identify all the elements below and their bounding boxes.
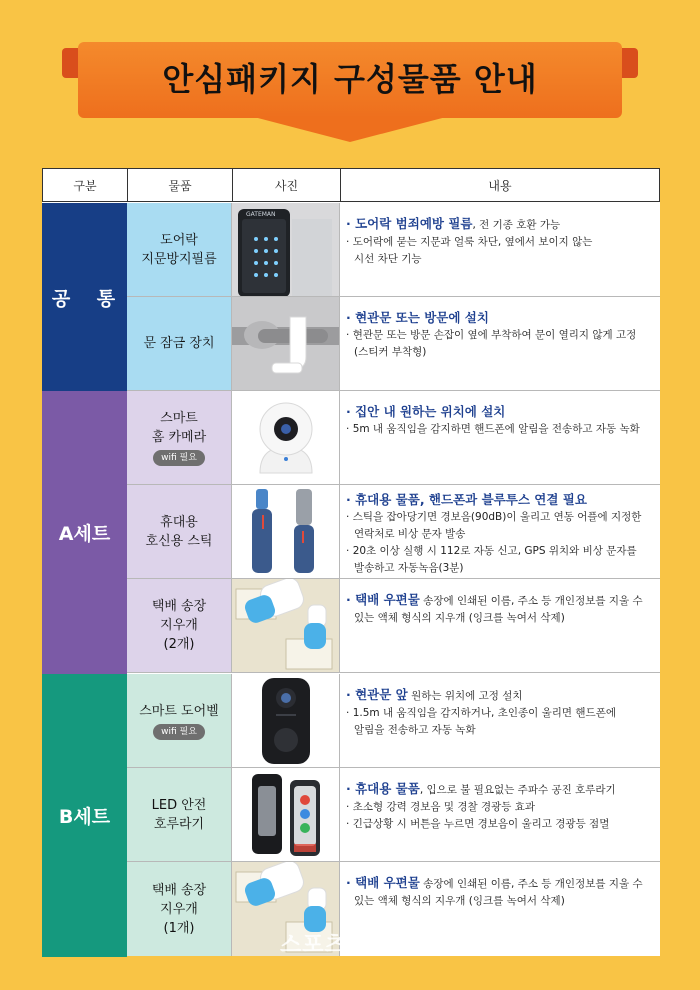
desc-line: · 도어락에 묻는 지문과 얼룩 차단, 옆에서 보이지 않는: [346, 236, 593, 248]
ribbon-point: [250, 116, 450, 142]
item-name-line: 호신용 스틱: [145, 533, 213, 549]
item-name-line: 문 잠금 장치: [143, 336, 215, 351]
item-name-line: (2개): [163, 637, 195, 652]
group-common: 공 통: [42, 203, 127, 391]
watermark: 스포츠서울: [280, 933, 392, 958]
headline-rest: 송장에 인쇄된 이름, 주소 등 개인정보를 지울 수: [419, 878, 643, 890]
desc-line: 연락처로 비상 문자 발송: [354, 528, 466, 540]
item-description: [340, 203, 660, 296]
headline-rest: 원하는 위치에 고정 설치: [407, 690, 523, 702]
title-banner: [0, 0, 700, 160]
label-eraser-photo: [232, 579, 340, 672]
doorbell-photo: [232, 674, 340, 767]
header-content: 내용: [488, 178, 512, 193]
desc-line: · 5m 내 움직임을 감지하면 핸드폰에 알림을 전송하고 자동 녹화: [346, 423, 640, 435]
package-table: [42, 168, 660, 956]
desc-line: 알림을 전송하고 자동 녹화: [354, 724, 476, 736]
headline-text: 현관문 앞: [355, 687, 408, 702]
item-description: [340, 674, 660, 767]
item-headline: · 택배 우편물 송장에 인쇄된 이름, 주소 등 개인정보를 지울 수: [346, 592, 643, 607]
item-headline: · 현관문 앞 원하는 위치에 고정 설치: [346, 687, 523, 702]
desc-line: 있는 액체 형식의 지우개 (잉크를 녹여서 삭제): [354, 895, 565, 907]
item-name-line: 도어락: [160, 232, 198, 248]
item-description: [340, 485, 660, 578]
table-row: [127, 862, 660, 956]
headline-text: 택배 우편물: [355, 592, 420, 607]
table-header: [42, 168, 660, 202]
header-photo: 사진: [233, 169, 341, 201]
item-name: [127, 579, 232, 672]
desc-line: 시선 차단 기능: [354, 253, 422, 265]
item-name: [127, 391, 232, 484]
item-name-line: 택배 송장: [151, 599, 207, 614]
item-name-line: 호루라기: [153, 816, 205, 832]
item-name-line: (1개): [163, 920, 195, 936]
item-headline: · 택배 우편물 송장에 인쇄된 이름, 주소 등 개인정보를 지울 수: [346, 875, 643, 890]
item-headline: · 휴대용 물품, 핸드폰과 블루투스 연결 필요: [346, 492, 587, 507]
item-description: [340, 579, 660, 672]
item-headline: · 현관문 또는 방문에 설치: [346, 310, 489, 325]
table-row: [127, 485, 660, 579]
header-category: 구분: [43, 169, 128, 201]
header-item: 물품: [128, 169, 233, 201]
group-a-set: A세트: [42, 391, 127, 674]
desc-line: · 초소형 강력 경보음 및 경찰 경광등 효과: [346, 801, 536, 813]
table-row: [127, 391, 660, 485]
item-name-line: 지우개: [160, 618, 198, 633]
headline-text: 휴대용 물품: [355, 781, 420, 796]
desc-line: · 긴급상황 시 버튼을 누르면 경보음이 울리고 경광등 점멸: [346, 818, 610, 830]
item-description: [340, 391, 660, 484]
table-row: [127, 768, 660, 862]
item-name-line: LED 안전: [151, 797, 207, 813]
safety-stick-photo: [232, 485, 340, 578]
desc-line: 있는 액체 형식의 지우개 (잉크를 녹여서 삭제): [354, 612, 565, 624]
headline-text: 택배 우편물: [355, 875, 420, 890]
headline-text: 도어락 범죄예방 필름: [355, 216, 473, 231]
headline-rest: 송장에 인쇄된 이름, 주소 등 개인정보를 지울 수: [419, 595, 643, 607]
door-lock-device-photo: [232, 297, 340, 390]
item-description: [340, 297, 660, 390]
home-camera-photo: [232, 391, 340, 484]
table-row: [127, 579, 660, 673]
item-name-line: 휴대용: [160, 514, 198, 530]
item-headline: · 도어락 범죄예방 필름, 전 기종 호환 가능: [346, 216, 561, 231]
headline-text: 휴대용 물품, 핸드폰과 블루투스 연결 필요: [355, 492, 587, 507]
item-name-line: 지우개: [160, 901, 198, 917]
doorlock-photo: [232, 203, 340, 296]
headline-rest: , 전 기종 호환 가능: [472, 219, 561, 231]
desc-line: · 20초 이상 실행 시 112로 자동 신고, GPS 위치와 비상 문자를: [346, 545, 637, 557]
desc-line: · 1.5m 내 움직임을 감지하거나, 초인종이 울리면 핸드폰에: [346, 707, 616, 719]
item-name: [127, 862, 232, 956]
page-title: 안심패키지 구성물품 안내: [162, 60, 538, 98]
item-name-line: 스마트 도어벨: [139, 703, 219, 719]
group-b-set: B세트: [42, 674, 127, 957]
item-headline: · 휴대용 물품, 입으로 불 필요없는 주파수 공진 호루라기: [346, 781, 616, 796]
item-name: [127, 485, 232, 578]
wifi-badge: wifi 필요: [153, 724, 205, 740]
item-description: [340, 768, 660, 861]
headline-rest: , 입으로 불 필요없는 주파수 공진 호루라기: [419, 784, 616, 796]
item-name: [127, 203, 232, 296]
headline-text: 현관문 또는 방문에 설치: [355, 310, 489, 325]
wifi-badge: wifi 필요: [153, 450, 205, 466]
led-whistle-photo: [232, 768, 340, 861]
item-headline: · 집안 내 원하는 위치에 설치: [346, 404, 506, 419]
item-name: [127, 297, 232, 390]
item-name-line: 홈 카메라: [151, 430, 207, 445]
doorlock-brand: GATEMAN: [246, 211, 276, 218]
item-name-line: 스마트: [160, 411, 198, 426]
headline-text: 집안 내 원하는 위치에 설치: [355, 404, 506, 419]
table-row: [127, 203, 660, 297]
desc-line: · 현관문 또는 방문 손잡이 옆에 부착하여 문이 열리지 않게 고정: [346, 329, 637, 341]
item-name-line: 택배 송장: [151, 882, 207, 898]
desc-line: · 스틱을 잡아당기면 경보음(90dB)이 울리고 연동 어플에 지정한: [346, 511, 642, 523]
table-row: [127, 674, 660, 768]
desc-line: 발송하고 자동녹음(3분): [354, 562, 464, 574]
item-name: [127, 768, 232, 861]
item-name: [127, 674, 232, 767]
item-name-line: 지문방지필름: [141, 251, 217, 267]
table-row: [127, 297, 660, 391]
desc-line: (스티커 부착형): [354, 346, 427, 358]
